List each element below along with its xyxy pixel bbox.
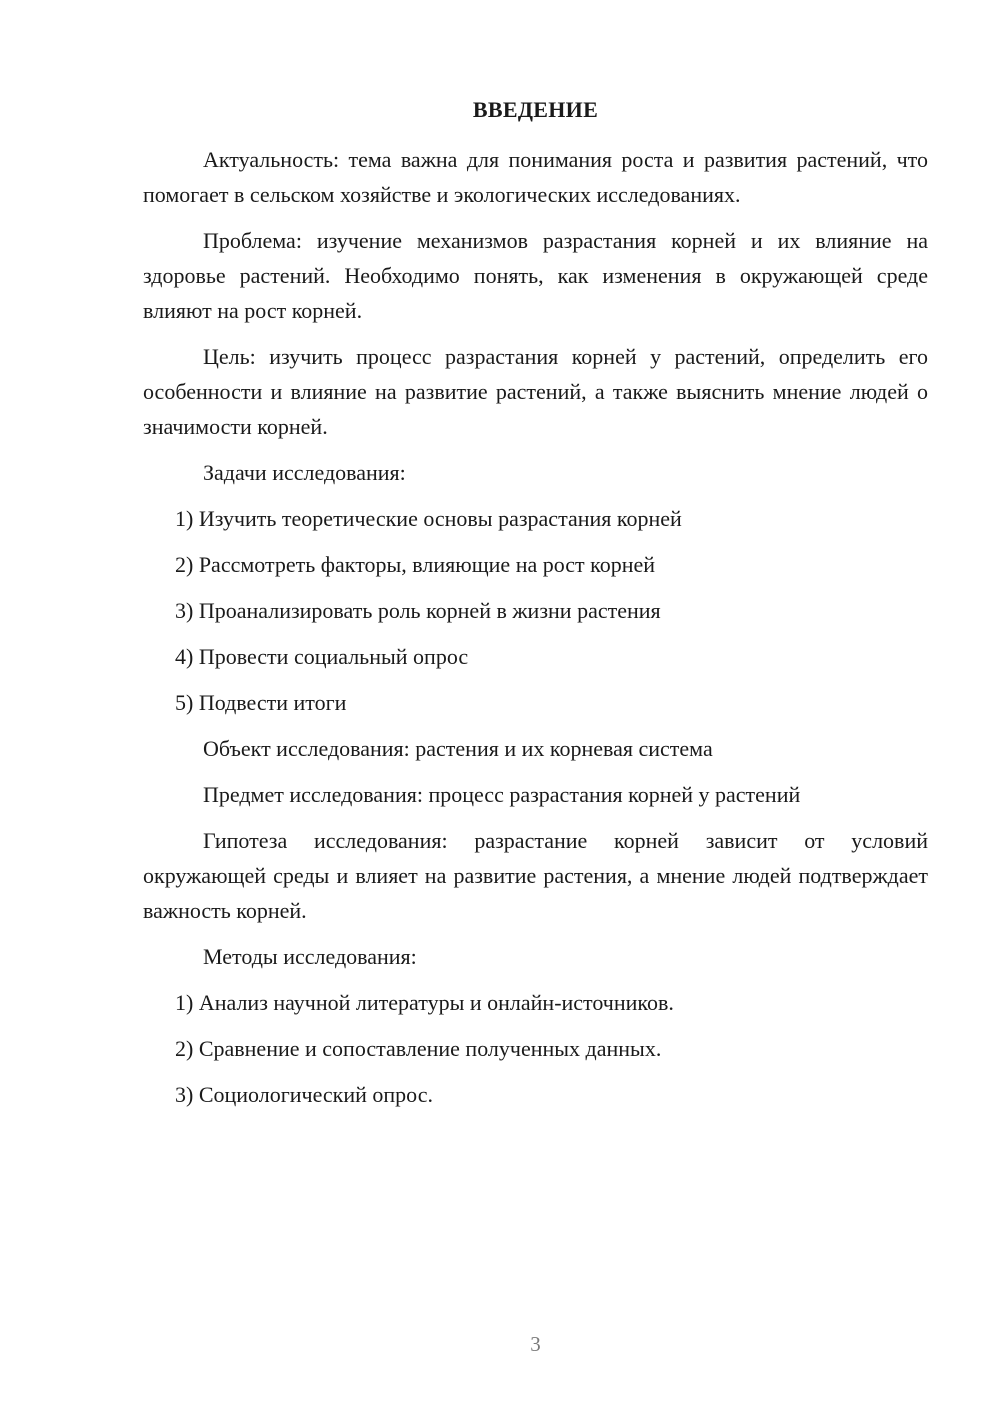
task-item: 1) Изучить теоретические основы разрастания корней — [175, 506, 682, 531]
methods-title: Методы исследования: — [203, 944, 417, 969]
document-body — [143, 142, 928, 1123]
task-item: 3) Проанализировать роль корней в жизни растения — [175, 598, 661, 623]
task-item: 2) Рассмотреть факторы, влияющие на рост корней — [175, 552, 656, 577]
relevance-paragraph: Актуальность: тема важна для понимания роста и развития растений, что помогает в сельском хозяйстве и экологических исследованиях. — [143, 147, 928, 207]
task-item: 4) Провести социальный опрос — [175, 644, 469, 669]
problem-paragraph: Проблема: изучение механизмов разрастания корней и их влияние на здоровье растений. Необходимо понять, как изменения в окружающей среде влияют на рост корней. — [143, 228, 928, 323]
method-item: 1) Анализ научной литературы и онлайн-источников. — [175, 990, 674, 1015]
method-item: 2) Сравнение и сопоставление полученных данных. — [175, 1036, 662, 1061]
page-number: 3 — [530, 1332, 541, 1356]
tasks-list — [143, 501, 928, 720]
method-item: 3) Социологический опрос. — [175, 1082, 433, 1107]
hypothesis-paragraph: Гипотеза исследования: разрастание корней зависит от условий окружающей среды и влияет на развитие растения, а мнение людей подтверждает важность корней. — [143, 828, 928, 923]
tasks-title: Задачи исследования: — [203, 460, 406, 485]
document-page — [143, 0, 928, 1414]
goal-paragraph: Цель: изучить процесс разрастания корней у растений, определить его особенности и влияние на развитие растений, а также выяснить мнение людей о значимости корней. — [143, 344, 928, 439]
subject-line: Предмет исследования: процесс разрастания корней у растений — [203, 782, 801, 807]
methods-list — [143, 985, 928, 1112]
object-line: Объект исследования: растения и их корневая система — [203, 736, 713, 761]
section-heading: ВВЕДЕНИЕ — [472, 97, 599, 122]
task-item: 5) Подвести итоги — [175, 690, 347, 715]
